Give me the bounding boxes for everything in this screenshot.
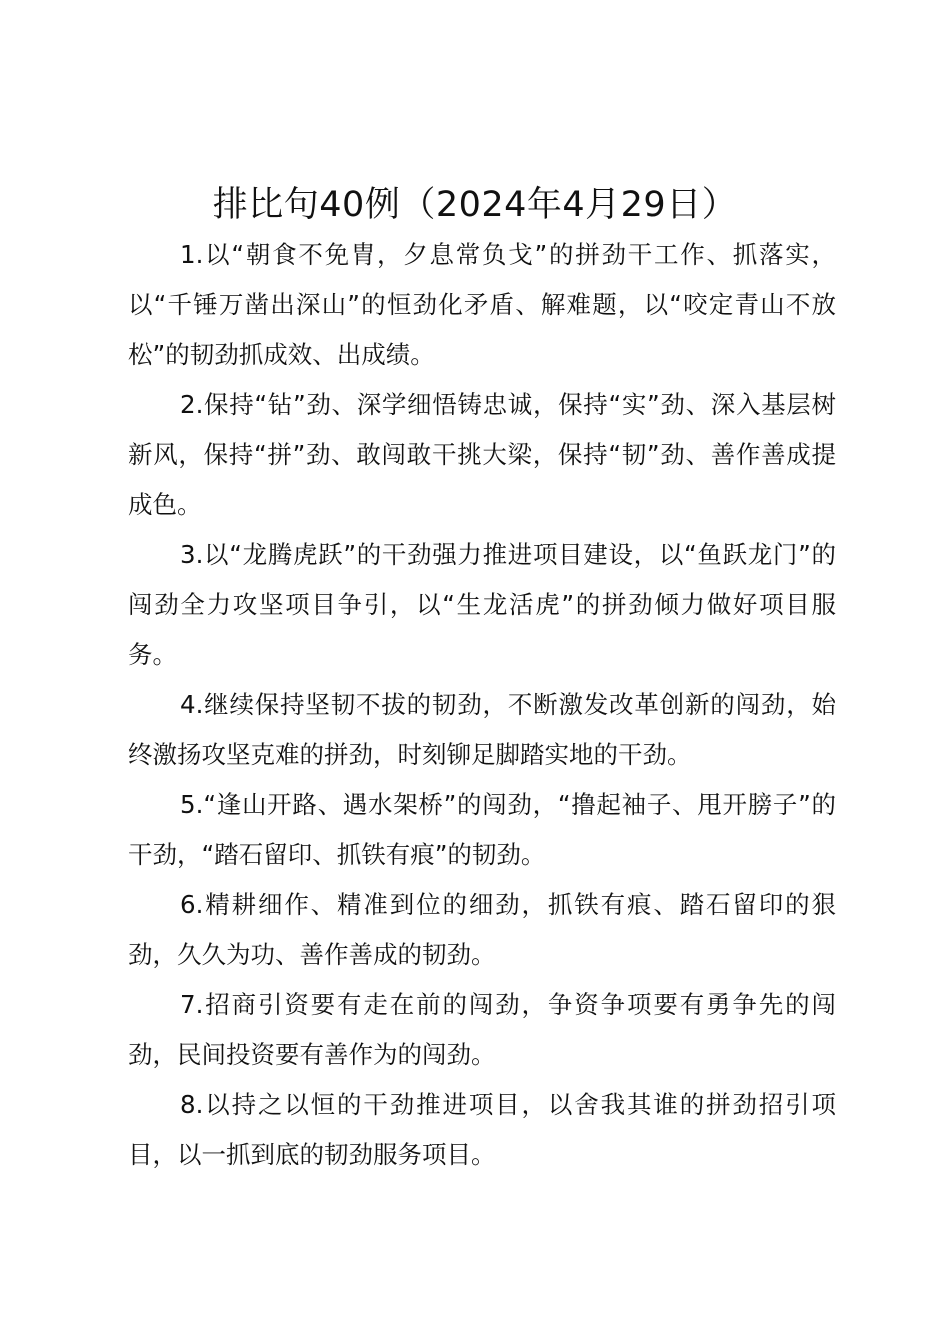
paragraph-7: 7.招商引资要有走在前的闯劲，争资争项要有勇争先的闯劲，民间投资要有善作为的闯劲。 xyxy=(128,990,836,1069)
document-body xyxy=(128,230,836,1180)
paragraph-3: 3.以“龙腾虎跃”的干劲强力推进项目建设，以“鱼跃龙门”的闯劲全力攻坚项目争引，以“生龙活虎”的拼劲倾力做好项目服务。 xyxy=(128,540,836,669)
paragraph-1: 1.以“朝食不免胄，夕息常负戈”的拼劲干工作、抓落实，以“千锤万凿出深山”的恒劲化矛盾、解难题，以“咬定青山不放松”的韧劲抓成效、出成绩。 xyxy=(128,240,836,369)
paragraph-2: 2.保持“钻”劲、深学细悟铸忠诚，保持“实”劲、深入基层树新风，保持“拼”劲、敢闯敢干挑大梁，保持“韧”劲、善作善成提成色。 xyxy=(128,390,836,519)
paragraph-6: 6.精耕细作、精准到位的细劲，抓铁有痕、踏石留印的狠劲，久久为功、善作善成的韧劲。 xyxy=(128,890,836,969)
paragraph-5: 5.“逢山开路、遇水架桥”的闯劲，“撸起袖子、甩开膀子”的干劲，“踏石留印、抓铁有痕”的韧劲。 xyxy=(128,790,836,869)
paragraph-4: 4.继续保持坚韧不拔的韧劲，不断激发改革创新的闯劲，始终激扬攻坚克难的拼劲，时刻铆足脚踏实地的干劲。 xyxy=(128,690,836,769)
document-title: 排比句40例（2024年4月29日） xyxy=(212,185,738,225)
paragraph-8: 8.以持之以恒的干劲推进项目，以舍我其谁的拼劲招引项目，以一抓到底的韧劲服务项目。 xyxy=(128,1090,836,1169)
